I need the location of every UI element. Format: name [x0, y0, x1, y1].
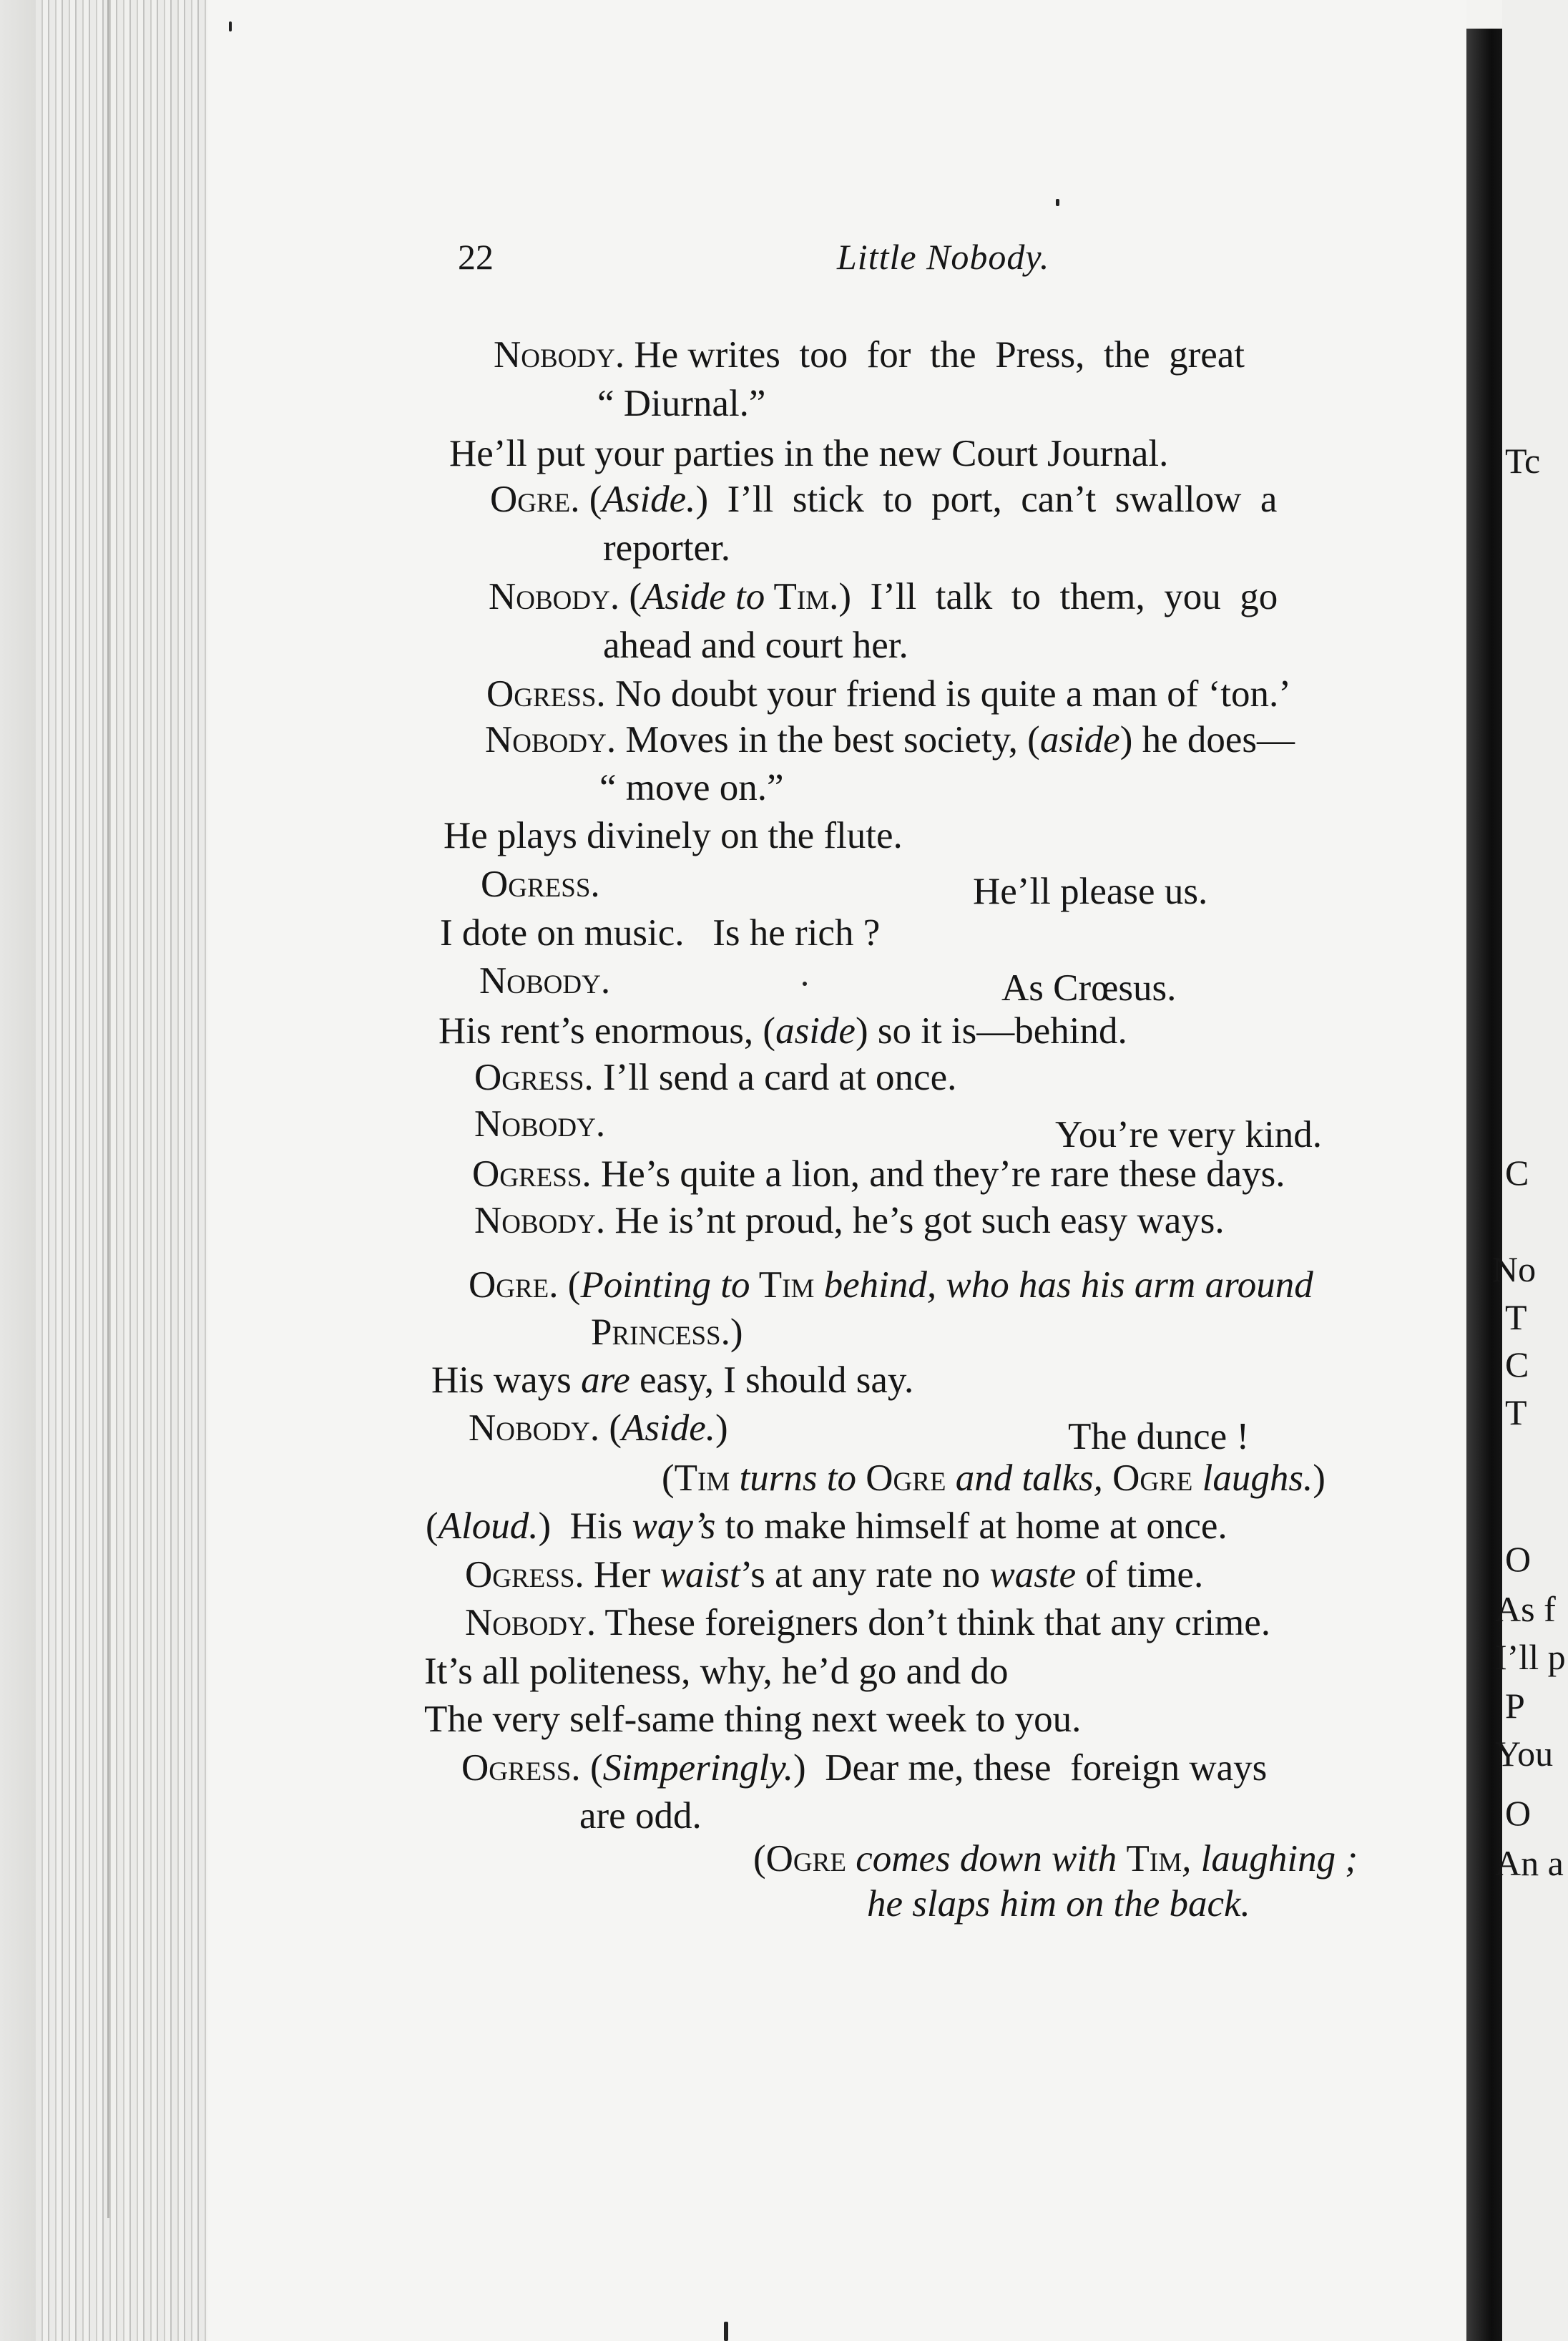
facing-fragment: C [1505, 1153, 1529, 1193]
character-name: Tim [750, 1264, 815, 1306]
stage-direction: Aside to [642, 576, 765, 617]
speaker-name: Nobody. [489, 576, 620, 617]
facing-fragment: P [1505, 1686, 1525, 1726]
dialogue-text: He writes too for the Press, the great [624, 334, 1245, 376]
play-line [753, 1840, 1358, 1878]
play-line [474, 1202, 1225, 1240]
dialogue-text: He’s quite a lion, and they’re rare these days. [591, 1153, 1285, 1195]
play-line [449, 435, 1168, 473]
print-speck [229, 21, 232, 31]
dialogue-text: ( [619, 576, 642, 617]
stage-direction: Pointing to [580, 1264, 750, 1306]
play-line [599, 769, 784, 807]
emphasis: waist [660, 1554, 740, 1595]
play-line [431, 1359, 914, 1401]
play-line [424, 1653, 1008, 1691]
speaker-name: Ogress. [465, 1554, 584, 1595]
speaker-name: Nobody. [469, 1407, 600, 1449]
print-speck [1056, 199, 1059, 206]
dialogue-text: Moves in the best society, ( [616, 719, 1040, 761]
speaker-name: Nobody. [494, 334, 625, 376]
dialogue-text: ( [599, 1407, 622, 1449]
dialogue-text: ) [730, 1311, 743, 1353]
dialogue-text: reporter. [603, 527, 731, 569]
emphasis: way’s [632, 1505, 716, 1547]
facing-fragment: You [1495, 1734, 1554, 1774]
play-line [579, 1797, 702, 1835]
play-line [474, 1105, 605, 1143]
stage-direction: , laughing ; [1182, 1838, 1358, 1880]
play-line [481, 866, 600, 904]
play-line [426, 1507, 1228, 1545]
page-edge-line [107, 0, 109, 2218]
speaker-name: Nobody. [485, 719, 617, 761]
stage-direction: Aside. [602, 479, 696, 520]
play-line [1068, 1418, 1249, 1456]
play-line [469, 1409, 728, 1447]
play-line [486, 675, 1291, 713]
play-line [494, 336, 1245, 374]
facing-fragment: No [1492, 1249, 1537, 1289]
facing-fragment: T [1505, 1297, 1527, 1337]
play-line [465, 1556, 1203, 1594]
running-title: Little Nobody. [837, 237, 1050, 277]
speaker-name: Ogress. [486, 673, 606, 715]
speaker-name: Nobody. [474, 1200, 606, 1241]
character-name: Ogre [765, 1838, 846, 1880]
play-line [603, 529, 730, 567]
play-line [489, 578, 1278, 616]
print-speck [803, 982, 807, 986]
character-name: Tim [1126, 1838, 1182, 1880]
facing-fragment: O [1505, 1539, 1532, 1579]
character-name: Tim. [765, 576, 839, 617]
play-line [424, 1701, 1081, 1739]
play-line [603, 627, 908, 665]
play-line [438, 1012, 1127, 1050]
play-line [444, 817, 903, 855]
play-line [867, 1885, 1250, 1923]
play-line [469, 1266, 1313, 1304]
character-name: Ogre [1112, 1457, 1193, 1499]
stage-direction: aside [775, 1010, 856, 1052]
speaker-name: Ogress. [472, 1153, 592, 1195]
dialogue-text: ( [426, 1505, 438, 1547]
emphasis: are [581, 1359, 630, 1401]
dialogue-text: to make himself at home at once. [715, 1505, 1228, 1547]
character-name: Ogre [866, 1457, 946, 1499]
speaker-name: Nobody. [465, 1602, 597, 1643]
facing-fragment: As f [1495, 1589, 1556, 1629]
dialogue-text: These foreigners don’t think that any crime. [596, 1602, 1271, 1643]
dialogue-text: He’ll please us. [973, 871, 1208, 912]
play-line [479, 962, 610, 1000]
page-number: 22 [458, 237, 494, 277]
dialogue-text: You’re very kind. [1055, 1114, 1322, 1155]
stage-direction: aside [1039, 719, 1120, 761]
stage-direction: and talks, [946, 1457, 1113, 1499]
dialogue-text: ) he does— [1119, 719, 1295, 761]
stage-direction: he slaps him on the back. [867, 1883, 1250, 1925]
stage-direction: ( [662, 1457, 675, 1499]
dialogue-text: ) [715, 1407, 728, 1449]
dialogue-text: As Crœsus. [1001, 967, 1177, 1009]
play-line [440, 914, 880, 952]
dialogue-text: It’s all politeness, why, he’d go and do [424, 1651, 1009, 1692]
stage-direction: behind, who has his arm around [814, 1264, 1313, 1306]
dialogue-text: of time. [1076, 1554, 1204, 1595]
facing-page-fragment [1492, 0, 1568, 2341]
play-line [597, 385, 765, 423]
facing-fragment: I’ll p [1495, 1637, 1566, 1677]
speaker-name: Ogress. [474, 1057, 594, 1098]
emphasis: waste [989, 1554, 1077, 1595]
dialogue-text: He plays divinely on the flute. [444, 815, 903, 856]
dialogue-text: ) Dear me, these foreign ways [793, 1747, 1268, 1789]
dialogue-text: ( [579, 479, 602, 520]
character-name: Princess. [591, 1311, 730, 1353]
stage-direction: Simperingly. [602, 1747, 794, 1789]
play-line [461, 1749, 1267, 1787]
facing-fragment: C [1505, 1344, 1529, 1384]
play-line [485, 721, 1295, 759]
play-line [1001, 969, 1176, 1007]
dialogue-text: ahead and court her. [603, 625, 908, 666]
facing-fragment: An a [1495, 1843, 1564, 1883]
play-line [973, 873, 1207, 911]
dialogue-text: ) I’ll stick to port, can’t swallow a [695, 479, 1278, 520]
dialogue-text: ) His [538, 1505, 632, 1547]
dialogue-text: His ways [431, 1359, 582, 1401]
play-line [591, 1311, 743, 1353]
speaker-name: Ogress. [461, 1747, 581, 1789]
stage-direction: Aloud. [438, 1505, 539, 1547]
dialogue-text: “ Diurnal.” [597, 383, 766, 424]
dialogue-text: The very self-same thing next week to you. [424, 1699, 1082, 1740]
stage-direction: ( [753, 1838, 766, 1880]
play-line [662, 1457, 1326, 1499]
stacked-page-edges [36, 0, 207, 2341]
character-name: Tim [674, 1457, 730, 1499]
play-line [1055, 1116, 1322, 1154]
dialogue-text: “ move on.” [599, 767, 784, 808]
stage-direction: laughs. [1192, 1457, 1313, 1499]
dialogue-text: I’ll send a card at once. [593, 1057, 957, 1098]
stage-direction: ) [1313, 1457, 1326, 1499]
speaker-name: Ogre. [469, 1264, 559, 1306]
dialogue-text: I dote on music. Is he rich ? [440, 912, 881, 954]
dialogue-text: are odd. [579, 1795, 702, 1837]
play-line [465, 1604, 1270, 1642]
play-line [474, 1059, 956, 1097]
dialogue-text: ( [558, 1264, 581, 1306]
dialogue-text: ) I’ll talk to them, you go [838, 576, 1278, 617]
speaker-name: Nobody. [479, 960, 611, 1002]
dialogue-text: easy, I should say. [629, 1359, 914, 1401]
stage-direction: Aside. [622, 1407, 715, 1449]
dialogue-text: ’s at any rate no [740, 1554, 990, 1595]
speaker-name: Ogress. [481, 864, 600, 905]
dialogue-text: ( [580, 1747, 603, 1789]
dialogue-text: Her [584, 1554, 660, 1595]
dialogue-text: The dunce ! [1068, 1416, 1250, 1457]
speaker-name: Ogre. [490, 479, 580, 520]
dialogue-text: No doubt your friend is quite a man of ‘ton.’ [605, 673, 1291, 715]
stage-direction: comes down with [846, 1838, 1127, 1880]
dialogue-text: He is’nt proud, he’s got such easy ways. [605, 1200, 1225, 1241]
facing-fragment: T [1505, 1392, 1527, 1432]
speaker-name: Nobody. [474, 1103, 606, 1145]
facing-fragment: Tc [1505, 441, 1541, 481]
play-line [472, 1155, 1285, 1193]
dialogue-text: He’ll put your parties in the new Court Journal. [449, 433, 1169, 474]
print-speck [724, 2322, 728, 2341]
dialogue-text: ) so it is—behind. [855, 1010, 1127, 1052]
stage-direction: turns to [730, 1457, 866, 1499]
dialogue-text: His rent’s enormous, ( [438, 1010, 776, 1052]
play-line [490, 481, 1277, 519]
facing-fragment: O [1505, 1793, 1532, 1833]
